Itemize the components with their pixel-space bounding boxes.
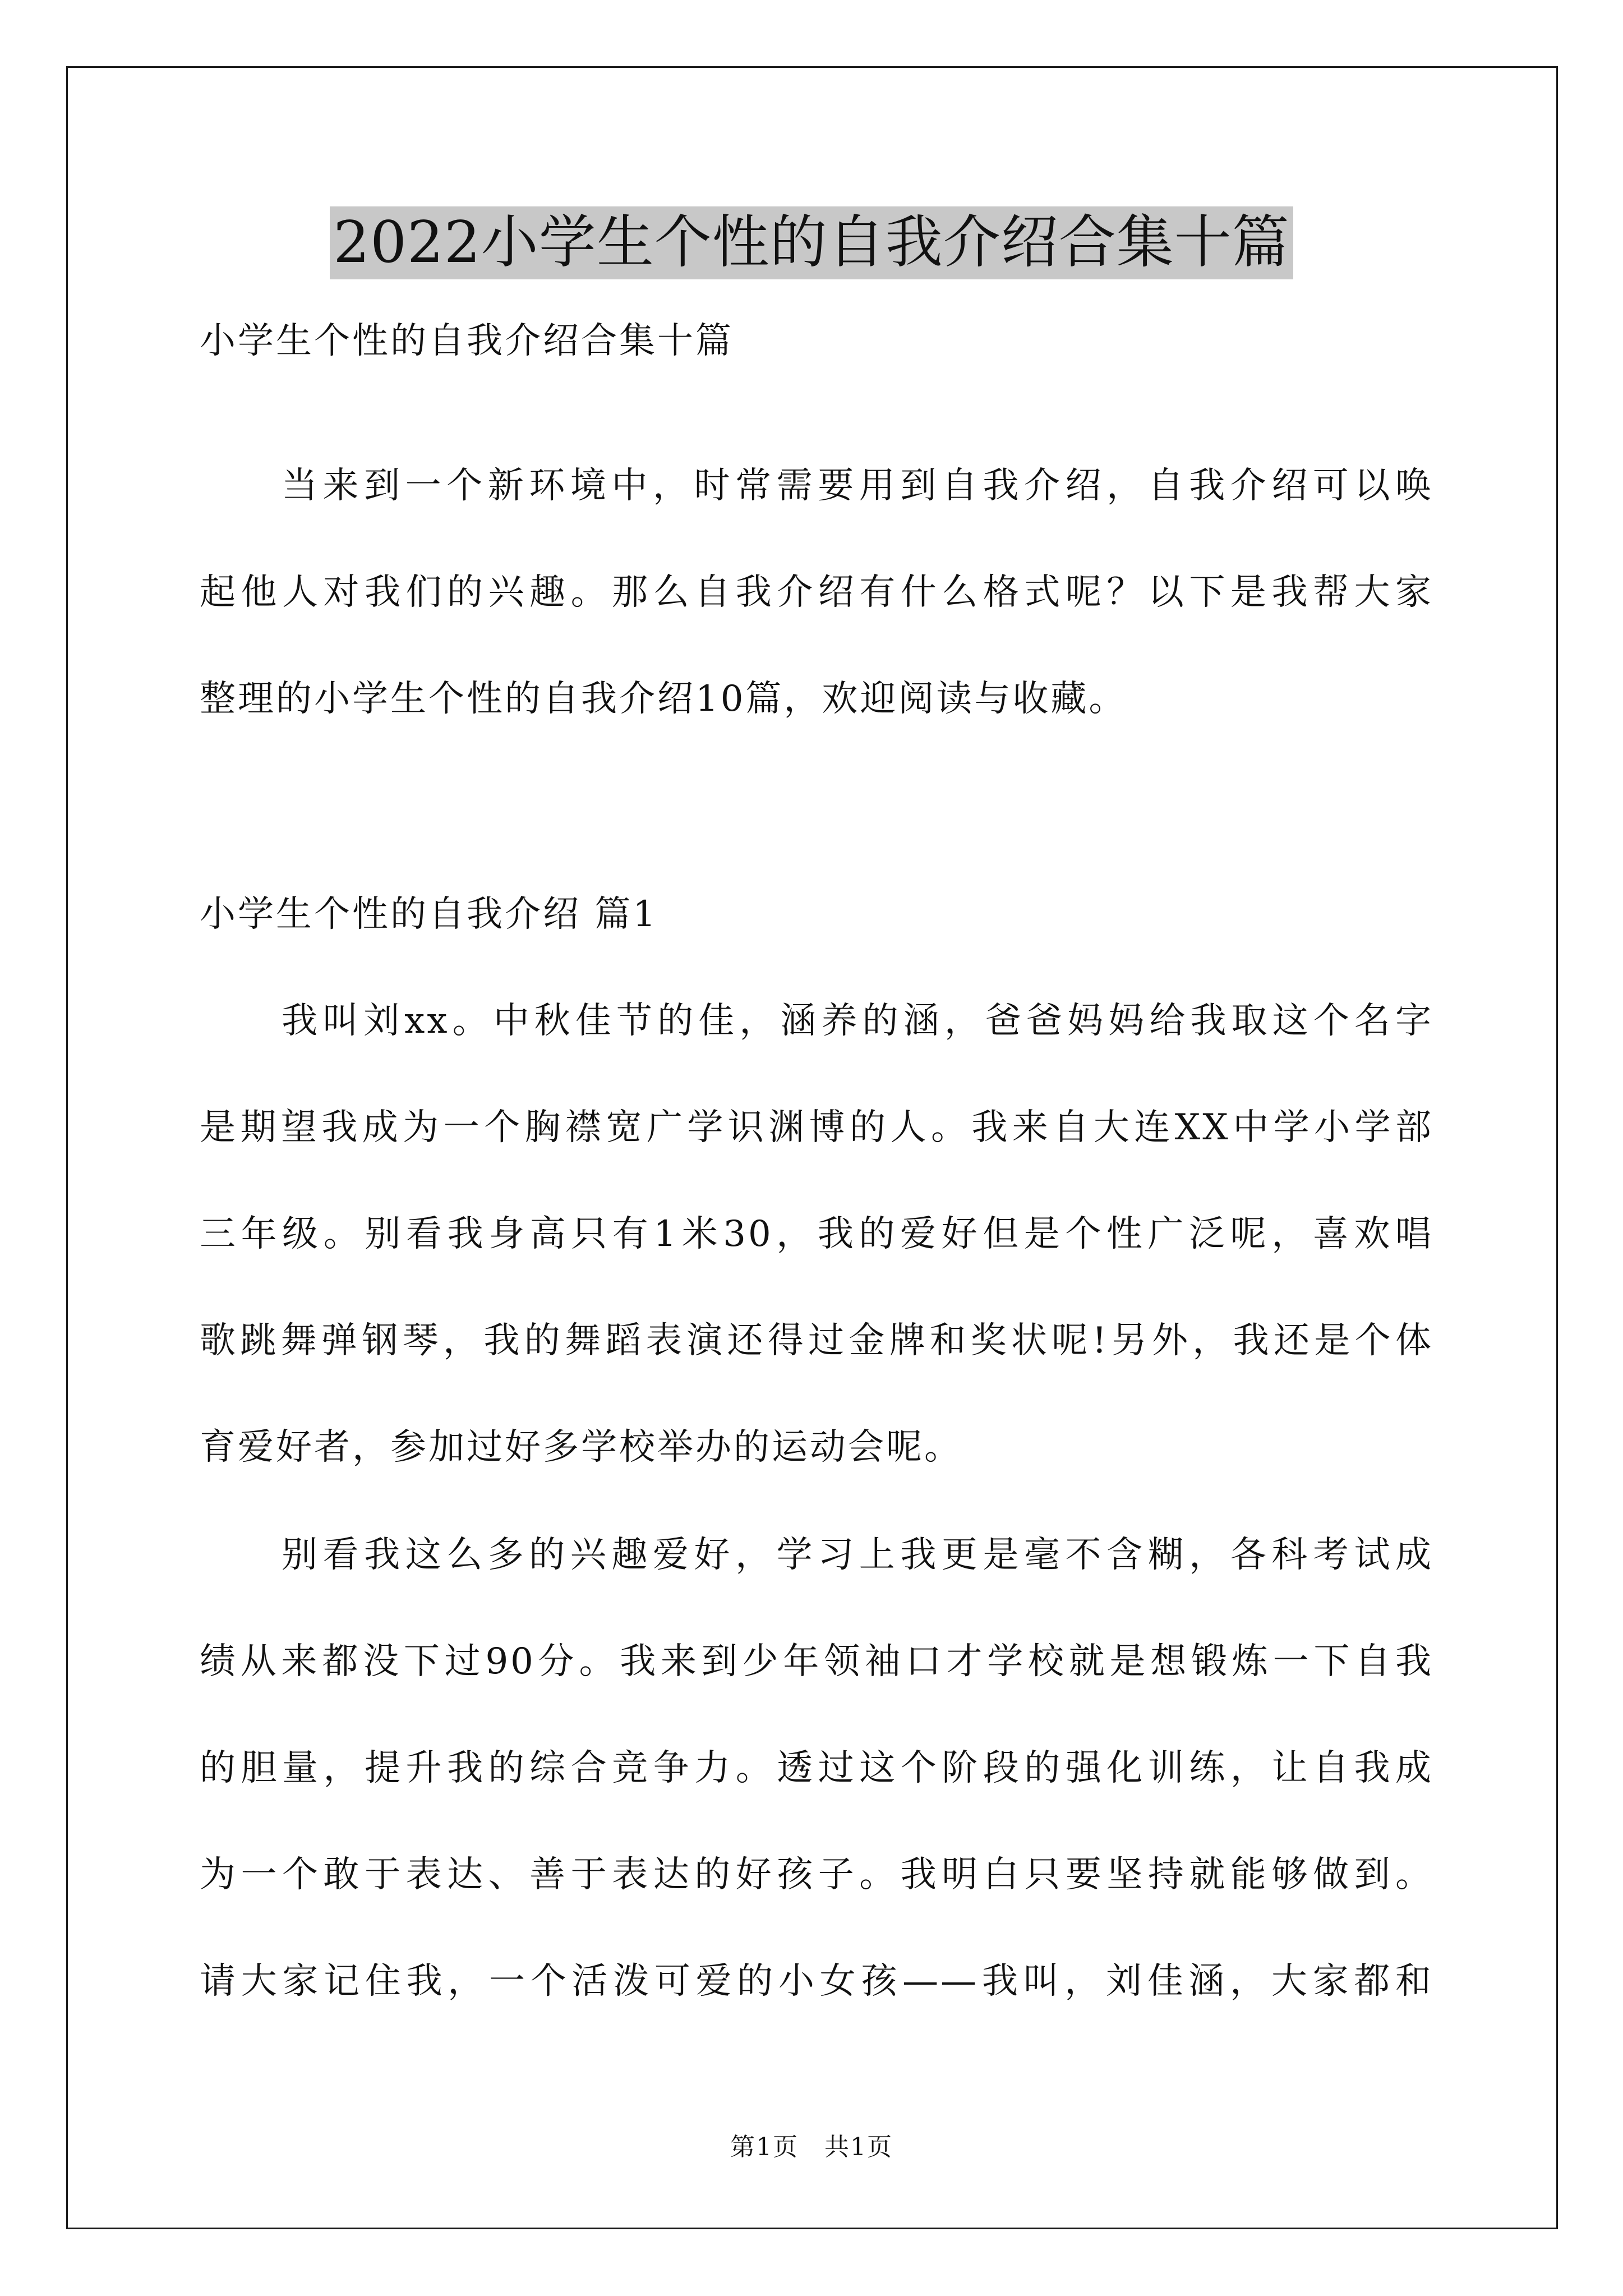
section-heading: 小学生个性的自我介绍 篇1 — [200, 894, 658, 935]
subtitle: 小学生个性的自我介绍合集十篇 — [200, 320, 734, 362]
intro-line: 整理的小学生个性的自我介绍10篇，欢迎阅读与收藏。 — [200, 678, 1127, 720]
document-title: 2022小学生个性的自我介绍合集十篇 — [330, 206, 1293, 279]
page-footer: 第1页 共1页 — [730, 2133, 893, 2161]
paragraph-line: 的胆量，提升我的综合竞争力。透过这个阶段的强化训练，让自我成 — [200, 1747, 1433, 1789]
paragraph-line: 我叫刘xx。中秋佳节的佳，涵养的涵，爸爸妈妈给我取这个名字 — [282, 1000, 1433, 1042]
title-container — [0, 206, 1623, 279]
paragraph-line: 三年级。别看我身高只有1米30，我的爱好但是个性广泛呢，喜欢唱 — [200, 1213, 1433, 1255]
intro-line: 当来到一个新环境中，时常需要用到自我介绍，自我介绍可以唤 — [282, 465, 1433, 507]
paragraph-line: 请大家记住我，一个活泼可爱的小女孩——我叫，刘佳涵，大家都和 — [200, 1961, 1433, 2002]
paragraph-line: 为一个敢于表达、善于表达的好孩子。我明白只要坚持就能够做到。 — [200, 1854, 1433, 1895]
paragraph-line: 绩从来都没下过90分。我来到少年领袖口才学校就是想锻炼一下自我 — [200, 1641, 1433, 1682]
intro-line: 起他人对我们的兴趣。那么自我介绍有什么格式呢？以下是我帮大家 — [200, 572, 1433, 613]
paragraph-line: 歌跳舞弹钢琴，我的舞蹈表演还得过金牌和奖状呢!另外，我还是个体 — [200, 1320, 1433, 1361]
paragraph-line: 是期望我成为一个胸襟宽广学识渊博的人。我来自大连XX中学小学部 — [200, 1107, 1433, 1148]
paragraph-line: 别看我这么多的兴趣爱好，学习上我更是毫不含糊，各科考试成 — [282, 1534, 1433, 1576]
paragraph-line: 育爱好者，参加过好多学校举办的运动会呢。 — [200, 1427, 962, 1468]
